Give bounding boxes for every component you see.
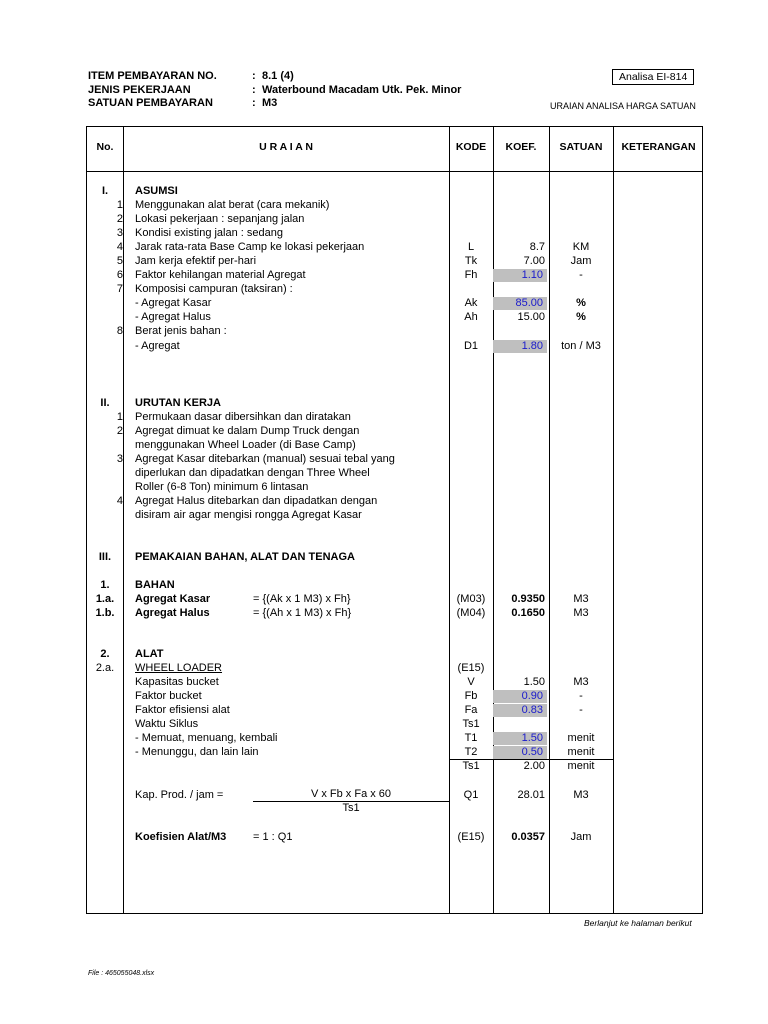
section-number: III. (98, 551, 112, 563)
row-koef: 2.00 (523, 760, 545, 772)
row-number: 3 (116, 453, 123, 465)
row-kode: (M03) (456, 593, 486, 605)
row-satuan: M3 (573, 789, 589, 801)
row-satuan: M3 (573, 593, 589, 605)
section-title: URUTAN KERJA (135, 397, 221, 409)
row-formula: = {(Ah x 1 M3) x Fh} (253, 607, 352, 619)
row-description: Menggunakan alat berat (cara mekanik) (135, 199, 330, 211)
row-description: Jam kerja efektif per-hari (135, 255, 257, 267)
analysis-table (86, 126, 703, 914)
row-number: 5 (116, 255, 123, 267)
jenis-value: Waterbound Macadam Utk. Pek. Minor (262, 84, 462, 96)
row-description: Faktor bucket (135, 690, 202, 702)
row-satuan: - (579, 690, 583, 702)
col-header-satuan: SATUAN (559, 141, 603, 153)
row-kode: Fa (464, 704, 478, 716)
row-satuan: % (576, 311, 586, 323)
col-header-keterangan: KETERANGAN (621, 141, 696, 153)
row-satuan: ton / M3 (561, 340, 601, 352)
row-satuan: Jam (570, 831, 592, 843)
section-title: PEMAKAIAN BAHAN, ALAT DAN TENAGA (135, 551, 355, 563)
file-name: File : 465055048.xlsx (88, 970, 155, 977)
row-description: Lokasi pekerjaan : sepanjang jalan (135, 213, 305, 225)
kap-prod-denominator: Ts1 (342, 802, 360, 814)
row-formula: = {(Ak x 1 M3) x Fh} (253, 593, 351, 605)
row-description: Faktor efisiensi alat (135, 704, 230, 716)
row-number: 2 (116, 425, 123, 437)
row-kode: Ts1 (462, 760, 480, 772)
row-kode: V (467, 676, 475, 688)
subsection-number: 2. (100, 648, 110, 660)
row-kode: Q1 (463, 789, 479, 801)
row-description: Agregat Halus (135, 607, 210, 619)
section-number: II. (100, 397, 110, 409)
row-koef-input: 1.50 (493, 732, 547, 745)
row-number: 1 (116, 199, 123, 211)
row-description: Komposisi campuran (taksiran) : (135, 283, 293, 295)
row-koef-input: 0.50 (493, 746, 547, 759)
analisa-badge: Analisa EI-814 (612, 69, 694, 85)
row-number: 1.b. (95, 607, 115, 619)
row-koef: 28.01 (517, 789, 545, 801)
kap-prod-numerator: V x Fb x Fa x 60 (310, 788, 392, 800)
row-satuan: Jam (570, 255, 592, 267)
kap-prod-label: Kap. Prod. / jam = (135, 789, 224, 801)
row-koef: 15.00 (517, 311, 545, 323)
row-description: Agregat dimuat ke dalam Dump Truck dengan (135, 425, 360, 437)
subsection-title: ALAT (135, 648, 164, 660)
col-header-koef: KOEF. (505, 141, 537, 153)
koefisien-formula: = 1 : Q1 (253, 831, 293, 843)
row-description: Kondisi existing jalan : sedang (135, 227, 283, 239)
section-number: I. (101, 185, 109, 197)
col-header-uraian: U R A I A N (259, 141, 313, 153)
row-satuan: menit (567, 746, 595, 758)
row-description: Agregat Kasar (135, 593, 211, 605)
row-satuan: % (576, 297, 586, 309)
row-description: Berat jenis bahan : (135, 325, 227, 337)
row-number: 1.a. (95, 593, 115, 605)
row-satuan: M3 (573, 676, 589, 688)
row-satuan: M3 (573, 607, 589, 619)
row-description: Roller (6-8 Ton) minimum 6 lintasan (135, 481, 309, 493)
section-title: ASUMSI (135, 185, 178, 197)
row-koef: 8.7 (529, 241, 545, 253)
row-description: Permukaan dasar dibersihkan dan diratakan (135, 411, 351, 423)
row-koef-input: 1.80 (493, 340, 547, 353)
row-description: Faktor kehilangan material Agregat (135, 269, 306, 281)
row-description: Waktu Siklus (135, 718, 199, 730)
row-number: 4 (116, 241, 123, 253)
continued-note: Berlanjut ke halaman berikut (584, 918, 692, 928)
row-description: Agregat Kasar ditebarkan (manual) sesuai tebal yang (135, 453, 395, 465)
row-description: menggunakan Wheel Loader (di Base Camp) (135, 439, 356, 451)
koefisien-label: Koefisien Alat/M3 (135, 831, 227, 843)
row-kode: D1 (463, 340, 479, 352)
row-description: disiram air agar mengisi rongga Agregat Kasar (135, 509, 362, 521)
item-label: ITEM PEMBAYARAN NO. (88, 70, 217, 82)
col-divider (613, 127, 614, 913)
item-value: 8.1 (4) (262, 70, 294, 82)
row-kode: Fb (464, 690, 478, 702)
row-number: 4 (116, 495, 123, 507)
row-description: Agregat Halus ditebarkan dan dipadatkan dengan (135, 495, 378, 507)
row-kode: Ak (464, 297, 478, 309)
row-kode: (E15) (457, 831, 485, 843)
row-kode: Tk (464, 255, 478, 267)
satuan-label: SATUAN PEMBAYARAN (88, 97, 213, 109)
row-satuan: menit (567, 760, 595, 772)
equipment-name: WHEEL LOADER (135, 662, 223, 674)
row-koef: 1.50 (523, 676, 545, 688)
row-kode: T1 (464, 732, 478, 744)
row-number: 6 (116, 269, 123, 281)
row-kode: T2 (464, 746, 478, 758)
row-description: - Menunggu, dan lain lain (135, 746, 259, 758)
item-colon: : (252, 70, 256, 82)
row-kode: Ts1 (462, 718, 480, 730)
row-description: diperlukan dan dipadatkan dengan Three Wheel (135, 467, 370, 479)
row-koef-input: 0.83 (493, 704, 547, 717)
row-satuan: - (579, 704, 583, 716)
row-description: - Agregat (135, 340, 180, 352)
row-kode: Fh (464, 269, 478, 281)
row-description: - Memuat, menuang, kembali (135, 732, 278, 744)
subsection-number: 1. (100, 579, 110, 591)
jenis-label: JENIS PEKERJAAN (88, 84, 191, 96)
row-description: - Agregat Halus (135, 311, 211, 323)
uraian-analisa-title: URAIAN ANALISA HARGA SATUAN (550, 101, 696, 111)
row-koef-input: 85.00 (493, 297, 547, 310)
row-number: 2.a. (95, 662, 115, 674)
col-divider (123, 127, 124, 913)
row-description: Jarak rata-rata Base Camp ke lokasi pekerjaan (135, 241, 365, 253)
row-description: - Agregat Kasar (135, 297, 212, 309)
row-satuan: KM (572, 241, 590, 253)
row-koef-input: 0.90 (493, 690, 547, 703)
col-header-no: No. (96, 141, 114, 153)
row-kode: (E15) (457, 662, 485, 674)
row-koef-input: 1.10 (493, 269, 547, 282)
subsection-title: BAHAN (135, 579, 175, 591)
jenis-colon: : (252, 84, 256, 96)
row-kode: Ah (464, 311, 478, 323)
row-number: 2 (116, 213, 123, 225)
satuan-colon: : (252, 97, 256, 109)
row-koef: 7.00 (523, 255, 545, 267)
satuan-value: M3 (262, 97, 278, 109)
row-satuan: - (579, 269, 583, 281)
row-number: 7 (116, 283, 123, 295)
row-number: 1 (116, 411, 123, 423)
row-kode: (M04) (456, 607, 486, 619)
row-satuan: menit (567, 732, 595, 744)
col-header-kode: KODE (455, 141, 487, 153)
row-koef: 0.0357 (511, 831, 545, 843)
header-divider (87, 171, 702, 172)
row-kode: L (467, 241, 475, 253)
row-number: 3 (116, 227, 123, 239)
row-number: 8 (116, 325, 123, 337)
row-koef: 0.1650 (511, 607, 545, 619)
row-description: Kapasitas bucket (135, 676, 219, 688)
row-koef: 0.9350 (511, 593, 545, 605)
